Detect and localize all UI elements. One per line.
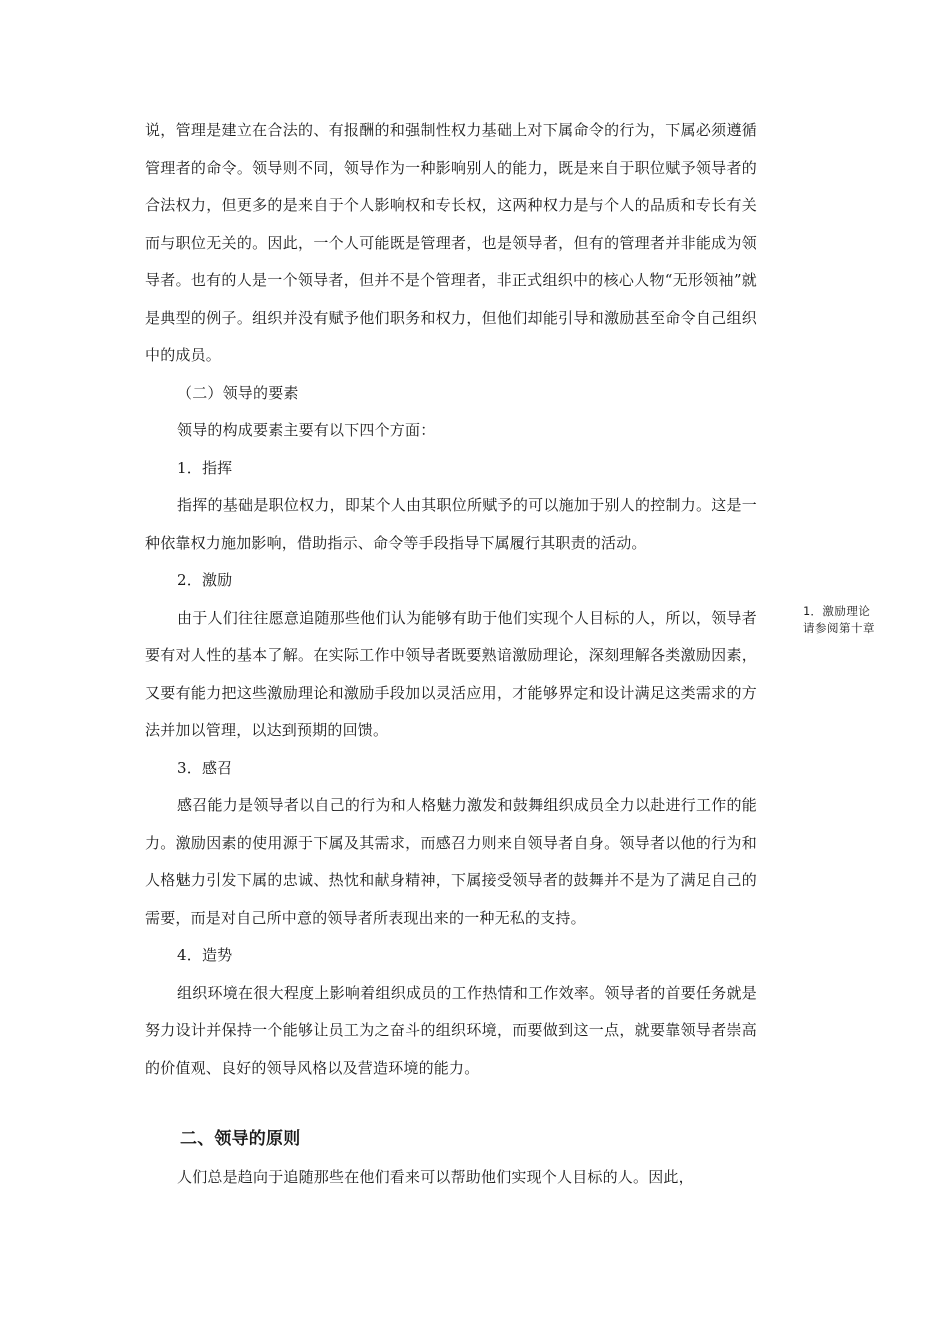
margin-note-line2: 请参阅第十章	[803, 621, 875, 635]
item2-text: 由于人们往往愿意追随那些他们认为能够有助于他们实现个人目标的人，所以，领导者要有对人性的基本了解。在实际工作中领导者既要熟谙激励理论，深刻理解各类激励因素，又要有能力把这些激励理论和激励手段加以灵活应用，才能够界定和设计满足这类需求的方法并加以管理，以达到预期的回馈。	[145, 608, 757, 739]
elements-intro: 领导的构成要素主要有以下四个方面：	[177, 421, 436, 439]
item2-title: 2．激励	[177, 571, 233, 589]
item3-title: 3．感召	[177, 758, 233, 777]
item4-title: 4．造势	[177, 946, 233, 964]
subheading-elements: （二）领导的要素	[177, 383, 299, 402]
main-text-column	[145, 112, 757, 1197]
item1-text: 指挥的基础是职位权力，即某个人由其职位所赋予的可以施加于别人的控制力。这是一种依靠权力施加影响，借助指示、命令等手段指导下属履行其职责的活动。	[145, 496, 757, 552]
paragraph-intro: 说，管理是建立在合法的、有报酬的和强制性权力基础上对下属命令的行为，下属必须遵循管理者的命令。领导则不同，领导作为一种影响别人的能力，既是来自于职位赋予领导者的合法权力，但更多的是来自于个人影响权和专长权，这两种权力是与个人的品质和专长有关而与职位无关的。因此，一个人可能既是管理者，也是领导者，但有的管理者并非能成为领导者。也有的人是一个领导者，但并不是个管理者，非正式组织中的核心人物“无形领袖”就是典型的例子。组织并没有赋予他们职务和权力，但他们却能引导和激励甚至命令自己组织中的成员。	[145, 121, 757, 364]
item4-text: 组织环境在很大程度上影响着组织成员的工作热情和工作效率。领导者的首要任务就是努力设计并保持一个能够让员工为之奋斗的组织环境，而要做到这一点，就要靠领导者崇高的价值观、良好的领导风格以及营造环境的能力。	[145, 983, 757, 1077]
item1-title: 1．指挥	[177, 458, 233, 477]
section-heading: 二、领导的原则	[180, 1129, 301, 1149]
margin-note	[803, 603, 903, 637]
section-text: 人们总是趋向于追随那些在他们看来可以帮助他们实现个人目标的人。因此，	[177, 1168, 694, 1186]
margin-note-line1: 1．激励理论	[803, 604, 871, 618]
item3-text: 感召能力是领导者以自己的行为和人格魅力激发和鼓舞组织成员全力以赴进行工作的能力。激励因素的使用源于下属及其需求，而感召力则来自领导者自身。领导者以他的行为和人格魅力引发下属的忠诚、热忱和献身精神，下属接受领导者的鼓舞并不是为了满足自己的需要，而是对自己所中意的领导者所表现出来的一种无私的支持。	[145, 796, 757, 927]
